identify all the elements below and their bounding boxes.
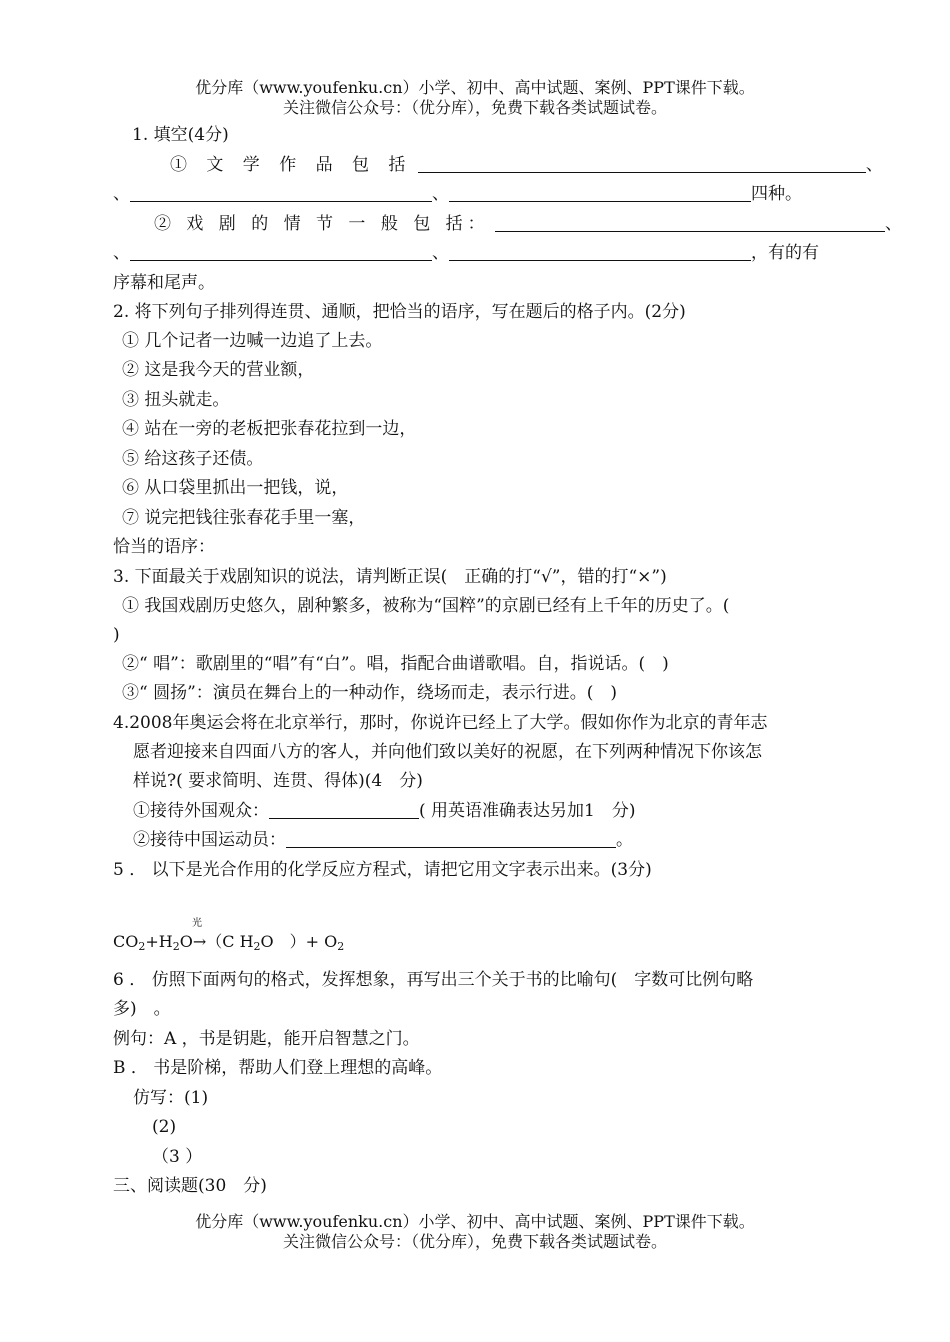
q1-a-end: 四种。 (751, 184, 802, 204)
q4-sub-1-note: ( 用英语准确表达另加1 分) (419, 801, 636, 821)
q5-eq-mid2: O ）+ O (260, 932, 338, 951)
q4-sub-2-end: 。 (616, 830, 633, 850)
q6-line-2: 多) 。 (113, 999, 171, 1019)
footer-line-1: 优分库（www.youfenku.cn）小学、初中、高中试题、案例、PPT课件下载。 (195, 1212, 755, 1231)
q6-line-1: 6 ． 仿照下面两句的格式，发挥想象，再写出三个关于书的比喻句( 字数可比例句略 (113, 970, 754, 990)
q4-sub-2-blank[interactable] (286, 829, 616, 848)
q3-item-1: ① 我国戏剧历史悠久，剧种繁多，被称为“国粹”的京剧已经有上千年的历史了。( (122, 596, 730, 616)
q3-item-3: ③“ 圆扬”：演员在舞台上的一种动作，绕场而走，表示行进。( ) (122, 683, 618, 703)
q1-a-line (170, 154, 883, 176)
footer-line-2: 关注微信公众号：（优分库），免费下载各类试题试卷。 (282, 1232, 667, 1251)
section-3-title: 三、阅读题(30 分) (113, 1176, 267, 1196)
q1-b-sep-2: 、 (113, 243, 130, 263)
q1-a-sep-1: 、 (865, 155, 883, 175)
q2-title: 2. 将下列句子排列得连贯、通顺，把恰当的语序，写在题后的格子内。(2分) (113, 302, 686, 322)
q6-example-b: B ． 书是阶梯，帮助人们登上理想的高峰。 (113, 1058, 443, 1078)
q4-sub-2 (133, 829, 633, 851)
q5-condition: 光 (192, 918, 202, 929)
q5-eq-sub-3: 2 (253, 940, 261, 953)
q2-item-3: ③ 扭头就走。 (122, 390, 230, 410)
q1-b-cont: 序幕和尾声。 (113, 273, 215, 293)
q1-a-blank-1[interactable] (418, 154, 866, 173)
q1-a-blank-3[interactable] (449, 183, 751, 202)
q1-b-end: ，有的有 (751, 243, 819, 263)
q5-eq-h: +H (145, 932, 173, 951)
q4-sub-1-label: ①接待外国观众： (133, 801, 269, 821)
q5-eq-sub-2: 2 (172, 940, 180, 953)
q1-b-blank-3[interactable] (449, 242, 751, 261)
q3-item-2: ②“ 唱”：歌剧里的“唱”有“白”。唱，指配合曲谱歌唱。自，指说话。( ) (122, 654, 669, 674)
q1-a-line-2 (113, 183, 802, 205)
q2-item-7: ⑦ 说完把钱往张春花手里一塞， (122, 508, 366, 528)
q5-equation (113, 931, 344, 953)
q1-b-sep-1: 、 (885, 214, 903, 234)
q5-title: 5 ． 以下是光合作用的化学反应方程式，请把它用文字表示出来。(3分) (113, 860, 652, 880)
q2-answer-label: 恰当的语序： (113, 537, 215, 557)
q1-b-line (154, 213, 902, 235)
q1-b-label: ② 戏 剧 的 情 节 一 般 包 括： (154, 214, 490, 234)
q6-write-3: （3 ） (152, 1147, 203, 1167)
q4-line-3: 样说?( 要求简明、连贯、得体)(4 分) (133, 771, 423, 791)
q6-write-2: (2) (152, 1117, 177, 1137)
q1-b-blank-2[interactable] (130, 242, 432, 261)
q1-a-blank-2[interactable] (130, 183, 432, 202)
q5-eq-sub-4: 2 (337, 940, 345, 953)
q6-write-1: 仿写：(1) (133, 1088, 209, 1108)
q3-title: 3. 下面最关于戏剧知识的说法，请判断正误( 正确的打“√”，错的打“×”) (113, 567, 667, 587)
q5-eq-sub-1: 2 (138, 940, 146, 953)
q1-title: 1. 填空(4分) (132, 125, 229, 145)
q5-eq-mid: （C H (206, 932, 254, 951)
q1-b-line-2 (113, 242, 819, 264)
q4-line-1: 4.2008年奥运会将在北京举行，那时，你说许已经上了大学。假如你作为北京的青年志 (113, 713, 768, 733)
q4-sub-1-blank[interactable] (269, 800, 419, 819)
q5-eq-o: O→ (179, 932, 207, 951)
header-line-2: 关注微信公众号：（优分库），免费下载各类试题试卷。 (282, 98, 667, 117)
q1-b-blank-1[interactable] (495, 213, 885, 232)
q3-item-1-cont: ) (113, 625, 120, 645)
q1-a-label: ① 文 学 作 品 包 括 (170, 155, 413, 175)
q2-item-2: ② 这是我今天的营业额， (122, 360, 315, 380)
q2-item-4: ④ 站在一旁的老板把张春花拉到一边， (122, 419, 417, 439)
q4-sub-2-label: ②接待中国运动员： (133, 830, 286, 850)
q5-eq-co: CO (113, 932, 139, 951)
q6-example-a: 例句：A ，书是钥匙，能开启智慧之门。 (113, 1029, 420, 1049)
header-line-1: 优分库（www.youfenku.cn）小学、初中、高中试题、案例、PPT课件下载。 (195, 78, 755, 97)
q4-line-2: 愿者迎接来自四面八方的客人，并向他们致以美好的祝愿，在下列两种情况下你该怎 (133, 742, 762, 762)
q2-item-5: ⑤ 给这孩子还债。 (122, 449, 264, 469)
q2-item-1: ① 几个记者一边喊一边追了上去。 (122, 331, 383, 351)
q1-a-sep-2: 、 (113, 184, 130, 204)
q1-b-sep-3: 、 (432, 243, 449, 263)
q1-a-sep-3: 、 (432, 184, 449, 204)
q2-item-6: ⑥ 从口袋里抓出一把钱，说， (122, 478, 349, 498)
q4-sub-1 (133, 800, 635, 822)
